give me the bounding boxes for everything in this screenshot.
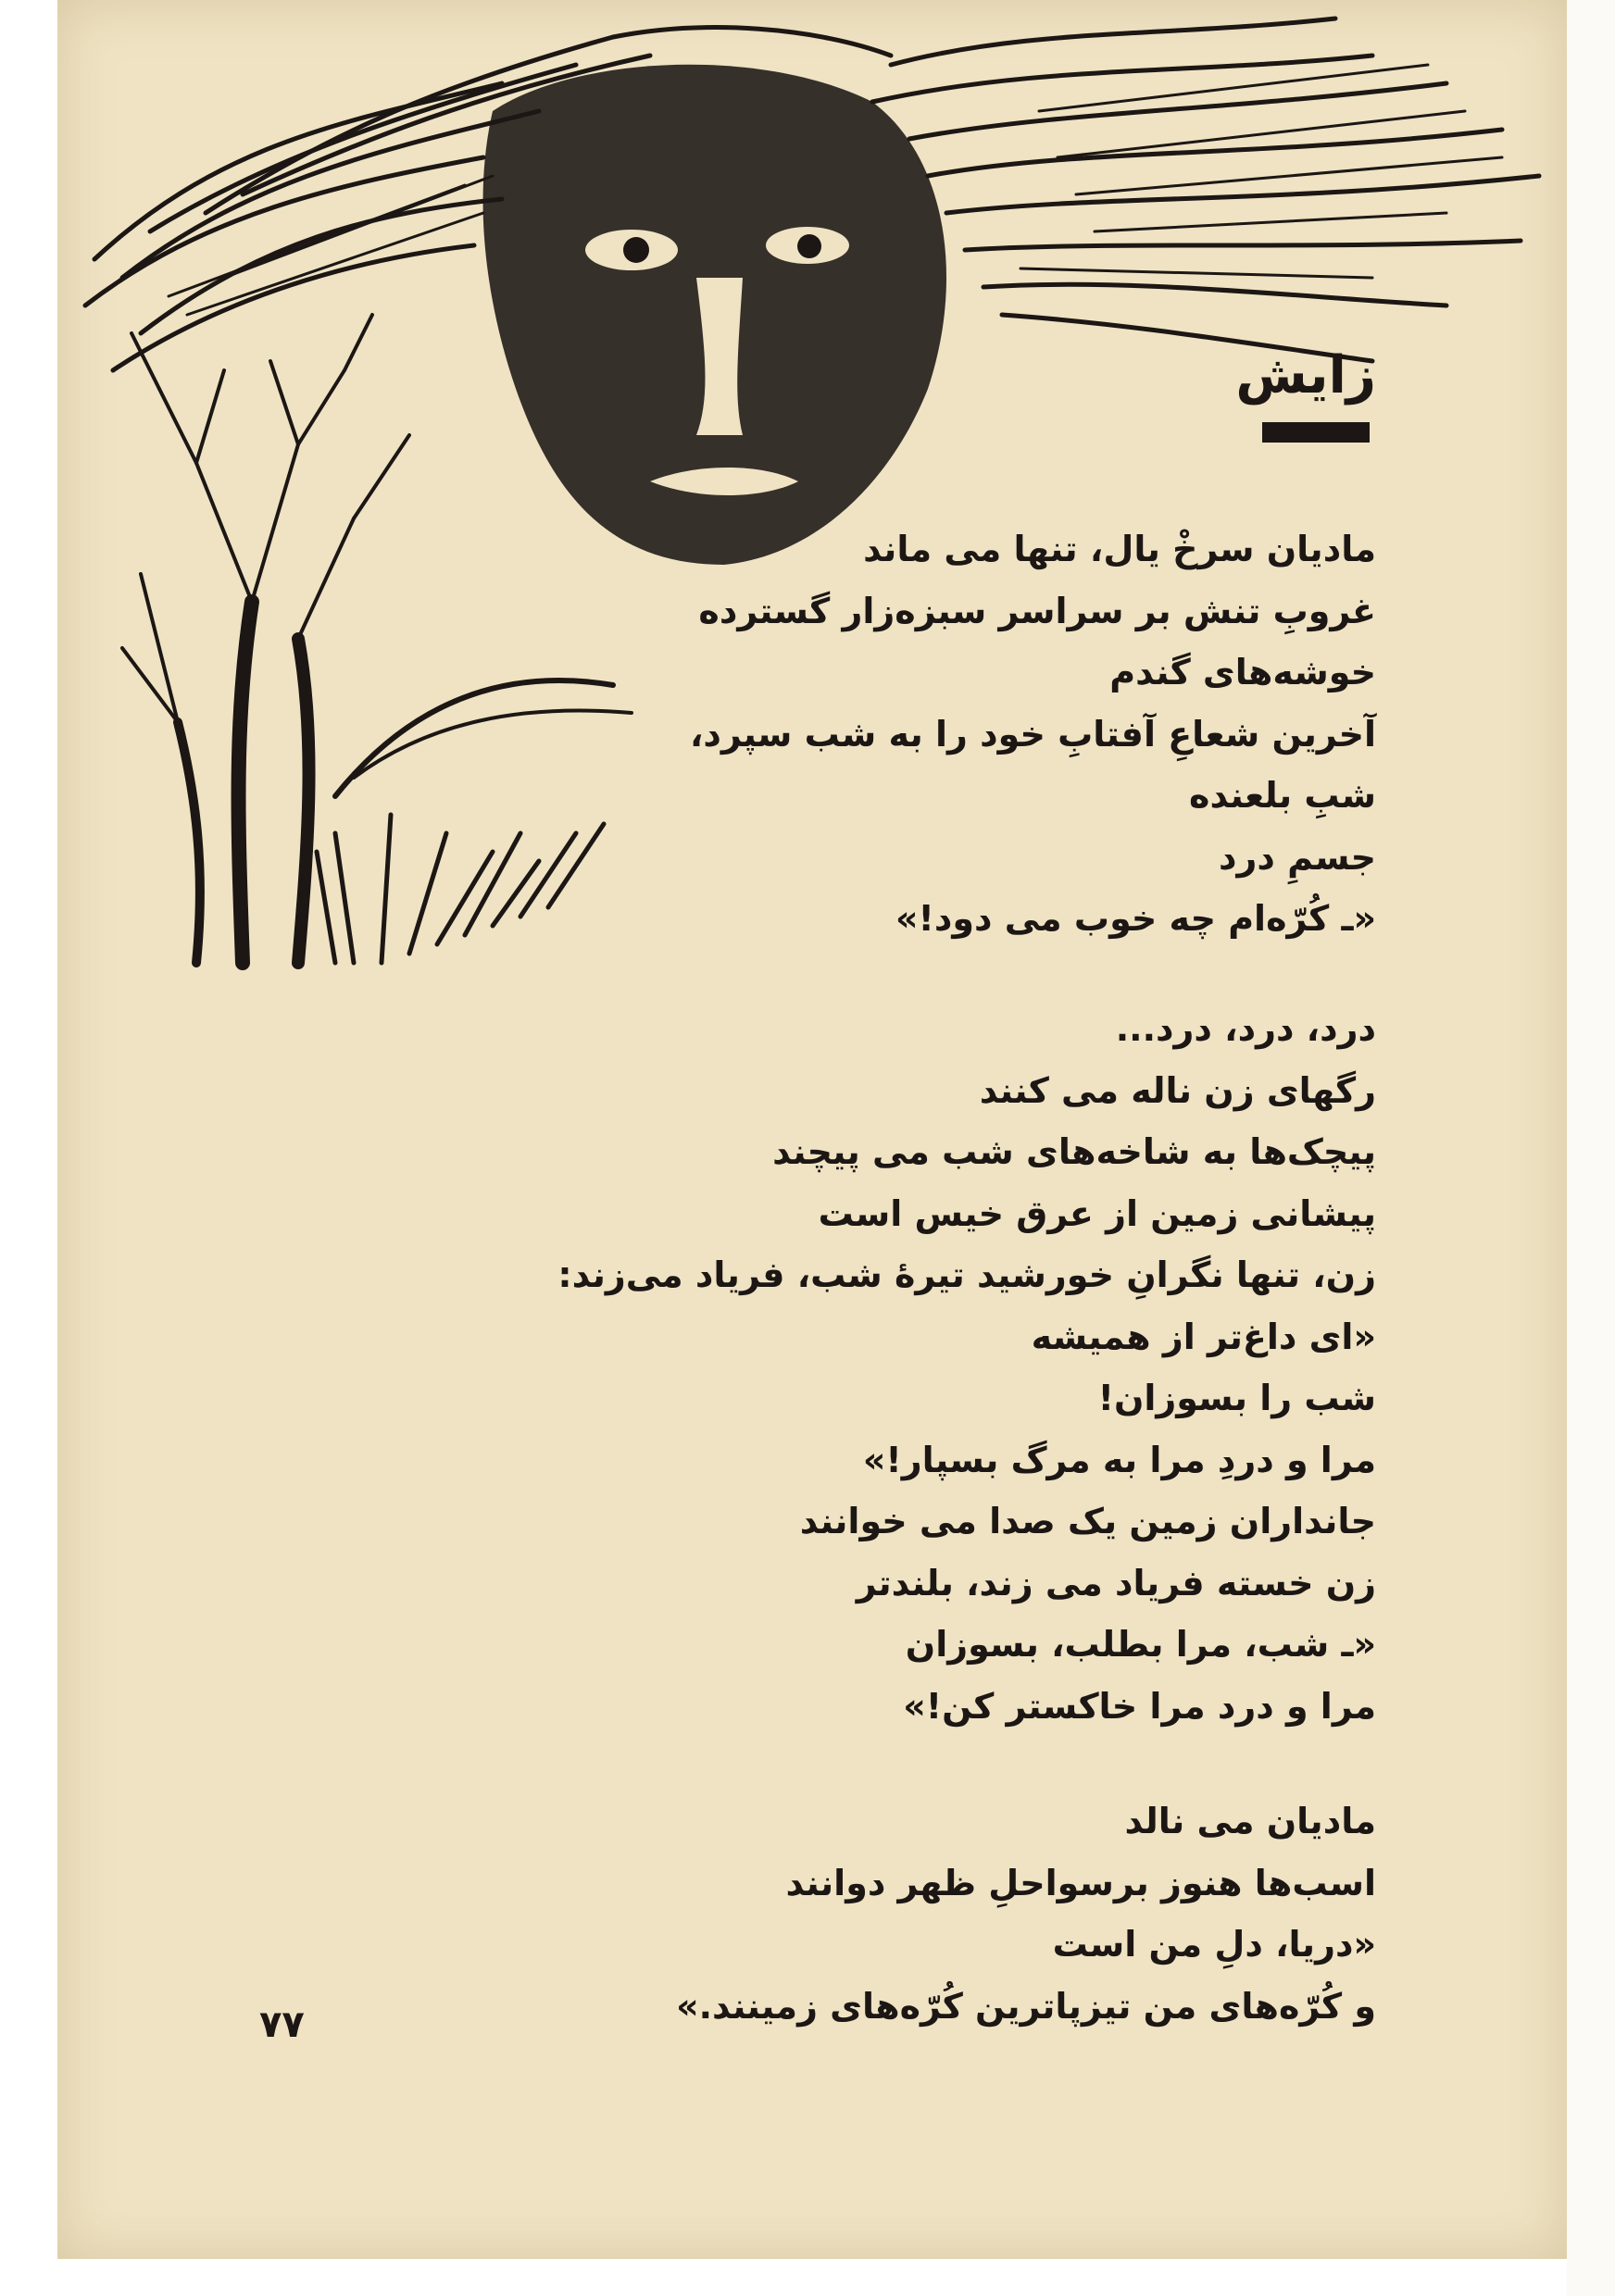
poem-line: خوشه‌های گندم <box>1109 652 1376 693</box>
poem-line: جانداران زمین یک صدا می خوانند <box>799 1501 1376 1541</box>
poem-line: مرا و دردِ مرا به مرگ بسپار!» <box>862 1439 1376 1480</box>
poem-line: «ـ شب، مرا بطلب، بسوزان <box>905 1624 1376 1665</box>
title-underline-bar <box>1262 422 1370 443</box>
poem-line: پیچک‌ها به شاخه‌های شب می پیچند <box>772 1131 1376 1172</box>
poem-line: غروبِ تنش بر سراسر سبزه‌زار گسترده <box>698 590 1376 631</box>
poem-line: درد، درد، درد... <box>1115 1008 1376 1049</box>
stanza-3 <box>311 1791 1376 2037</box>
poem-line: و کُرّه‌های من تیزپاترین کُرّه‌های زمینند.» <box>676 1985 1376 2027</box>
poem-line: زن خسته فریاد می زند، بلندتر <box>856 1562 1376 1603</box>
poem-line: مرا و درد مرا خاکستر کن!» <box>903 1685 1376 1727</box>
poem-line: «ـ کُرّه‌ام چه خوب می دود!» <box>895 898 1376 939</box>
poem-title: زایش <box>1235 345 1376 406</box>
stanza-2 <box>311 998 1376 1737</box>
poem-line: «ای داغ‌تر از همیشه <box>1031 1316 1376 1357</box>
poem-line: رگهای زن ناله می کنند <box>979 1069 1376 1111</box>
poem-line: آخرین شعاعِ آفتابِ خود را به شب سپرد، <box>689 713 1376 755</box>
poem-line: پیشانی زمین از عرق خیس است <box>818 1192 1376 1234</box>
poem-line: زن، تنها نگرانِ خورشید تیرهٔ شب، فریاد می‌زند: <box>557 1254 1376 1295</box>
poem-line: «دریا، دلِ من است <box>1052 1924 1376 1965</box>
poem-line: اسب‌ها هنوز برسواحلِ ظهر دوانند <box>785 1862 1376 1903</box>
poem-line: مادیان سرخْ یال، تنها می ماند <box>863 529 1376 569</box>
poem-line: شبِ بلعنده <box>1189 775 1376 816</box>
poem-line: شب را بسوزان! <box>1097 1378 1376 1418</box>
poem-line: جسمِ درد <box>1219 836 1376 878</box>
poem-line: مادیان می نالد <box>1124 1801 1376 1841</box>
poem-title-block <box>1235 345 1376 443</box>
page-number: ۷۷ <box>259 2003 305 2046</box>
stanza-1 <box>311 518 1376 950</box>
